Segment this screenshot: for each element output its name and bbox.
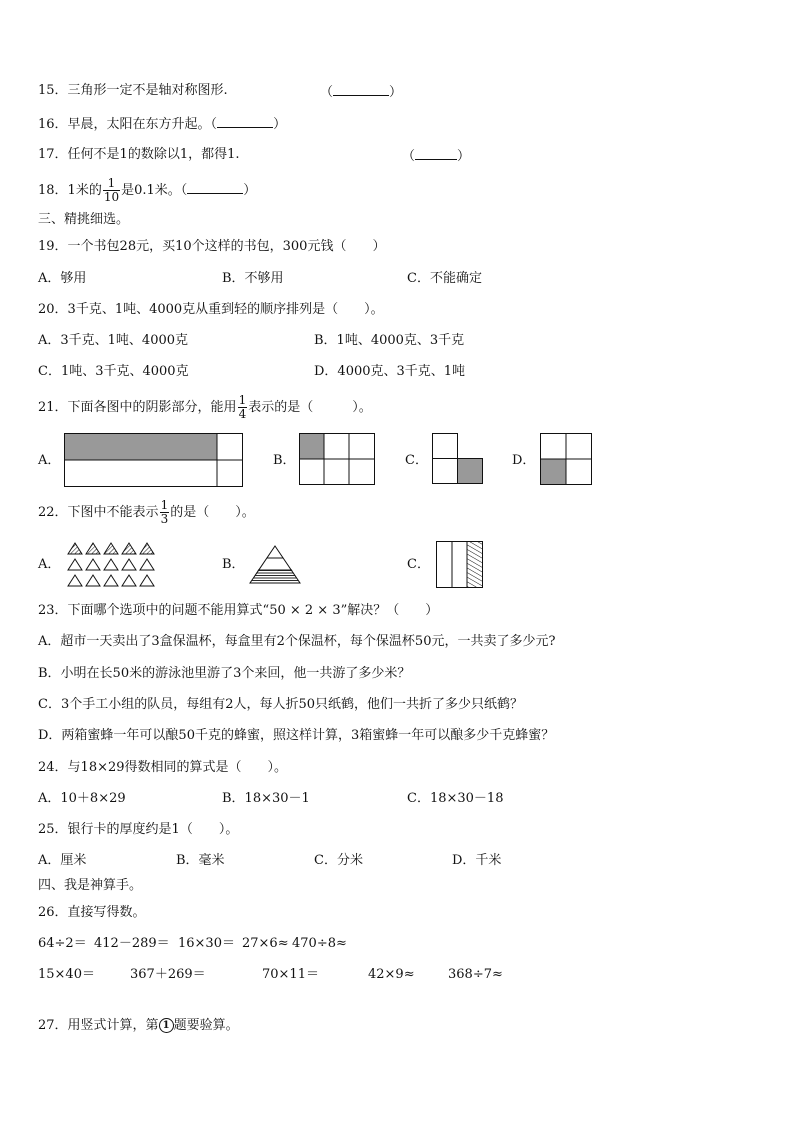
q25-option-b[interactable]: B．毫米 <box>176 853 225 868</box>
q22-figure-a[interactable] <box>66 541 158 589</box>
q20-option-d[interactable]: D．4000克、3千克、1吨 <box>314 364 466 379</box>
q22-label-b[interactable]: B． <box>222 557 245 572</box>
q19-option-a[interactable]: A．够用 <box>38 271 87 286</box>
q22-figure-b[interactable] <box>248 545 302 585</box>
q24-option-a[interactable]: A．10＋8×29 <box>38 791 126 806</box>
q16-text: 早晨，太阳在东方升起。（ <box>67 117 218 132</box>
q15-text: 三角形一定不是轴对称图形. <box>67 83 228 98</box>
q25-option-a[interactable]: A．厘米 <box>38 853 87 868</box>
question-23: 23．下面哪个选项中的问题不能用算式“50 × 2 × 3”解决？（ ） <box>38 603 439 618</box>
q20-option-a[interactable]: A．3千克、1吨、4000克 <box>38 333 189 348</box>
q23-option-c[interactable]: C．3个手工小组的队员，每组有2人，每人折50只纸鹤，他们一共折了多少只纸鹤？ <box>38 697 524 712</box>
q19-option-c[interactable]: C．不能确定 <box>407 271 482 286</box>
q17-answer-blank[interactable] <box>415 147 457 160</box>
q20-text: 3千克、1吨、4000克从重到轻的顺序排列是（ ）。 <box>67 302 384 317</box>
q22-label-c[interactable]: C． <box>407 557 430 572</box>
q24-text: 与18×29得数相同的算式是（ ）。 <box>67 760 288 775</box>
q21-label-d[interactable]: D． <box>512 453 536 468</box>
question-27: 27．用竖式计算，第 1 题要验算。 <box>38 1018 239 1033</box>
q21-figure-c[interactable] <box>432 433 484 485</box>
q26-calc-8: 70×11＝ <box>262 967 319 982</box>
q17-answer: （ ） <box>402 149 471 164</box>
q21-label-c[interactable]: C． <box>405 453 428 468</box>
q22-label-a[interactable]: A． <box>38 557 61 572</box>
q17-text: 任何不是1的数除以1，都得1. <box>67 147 240 162</box>
q25-option-d[interactable]: D．千米 <box>452 853 502 868</box>
question-19: 19．一个书包28元，买10个这样的书包，300元钱（ ） <box>38 239 386 254</box>
q21-fraction: $\frac{1}{4}$ <box>238 393 247 421</box>
q20-option-b[interactable]: B．1吨、4000克、3千克 <box>314 333 465 348</box>
q26-calc-10: 368÷7≈ <box>448 967 503 982</box>
q21-figure-d[interactable] <box>540 433 592 485</box>
q16-answer-blank[interactable] <box>217 115 273 128</box>
q20-option-c[interactable]: C．1吨、3千克、4000克 <box>38 364 189 379</box>
q26-calc-1: 64÷2＝ <box>38 936 87 951</box>
question-20: 20．3千克、1吨、4000克从重到轻的顺序排列是（ ）。 <box>38 302 384 317</box>
q26-calc-9: 42×9≈ <box>368 967 415 982</box>
q23-option-d[interactable]: D．两箱蜜蜂一年可以酿50千克的蜂蜜，照这样计算，3箱蜜蜂一年可以酿多少千克蜂蜜？ <box>38 728 555 743</box>
question-26: 26．直接写得数。 <box>38 905 146 920</box>
q19-text: 一个书包28元，买10个这样的书包，300元钱（ ） <box>67 239 386 254</box>
q26-calc-5: 470÷8≈ <box>292 936 347 951</box>
q21-figure-a[interactable] <box>64 433 244 489</box>
question-21: 21．下面各图中的阴影部分，能用 $\frac{1}{4}$ 表示的是（ ）。 <box>38 393 372 421</box>
q23-text: 下面哪个选项中的问题不能用算式“50 × 2 × 3”解决？（ ） <box>67 603 439 618</box>
q15-answer-blank[interactable] <box>333 83 389 96</box>
q26-calc-6: 15×40＝ <box>38 967 95 982</box>
section-4-heading: 四、我是神算手。 <box>38 878 143 893</box>
q26-text: 直接写得数。 <box>67 905 146 920</box>
q24-option-c[interactable]: C．18×30－18 <box>407 791 504 806</box>
q15-number: 15． <box>38 83 68 98</box>
q15-answer: （ ） <box>320 85 403 100</box>
q18-answer-blank[interactable] <box>187 181 243 194</box>
question-16: 16．早晨，太阳在东方升起。（ ） <box>38 117 287 132</box>
q26-calc-7: 367＋269＝ <box>130 967 206 982</box>
q22-fraction: $\frac{1}{3}$ <box>160 498 169 526</box>
q27-circled-number: 1 <box>159 1018 174 1033</box>
q25-text: 银行卡的厚度约是1（ ）。 <box>67 822 239 837</box>
q21-figure-b[interactable] <box>299 433 375 485</box>
q26-calc-3: 16×30＝ <box>178 936 235 951</box>
q26-calc-4: 27×6≈ <box>242 936 289 951</box>
q23-option-a[interactable]: A．超市一天卖出了3盒保温杯，每盒里有2个保温杯，每个保温杯50元，一共卖了多少元? <box>38 634 556 649</box>
question-17: 17．任何不是1的数除以1，都得1. <box>38 147 240 162</box>
q25-option-c[interactable]: C．分米 <box>314 853 363 868</box>
q21-label-a[interactable]: A． <box>38 453 61 468</box>
q21-label-b[interactable]: B． <box>273 453 296 468</box>
question-15 <box>38 83 228 99</box>
section-3-heading: 三、精挑细选。 <box>38 212 130 227</box>
question-25: 25．银行卡的厚度约是1（ ）。 <box>38 822 239 837</box>
q19-option-b[interactable]: B．不够用 <box>222 271 284 286</box>
q18-fraction: $\frac{1}{10}$ <box>103 176 120 204</box>
question-18: 18．1米的 $\frac{1}{10}$ 是0.1米。（ ） <box>38 176 257 204</box>
q24-option-b[interactable]: B．18×30－1 <box>222 791 310 806</box>
question-22: 22．下图中不能表示 $\frac{1}{3}$ 的是（ ）。 <box>38 498 255 526</box>
q26-calc-2: 412－289＝ <box>94 936 170 951</box>
q23-option-b[interactable]: B．小明在长50米的游泳池里游了3个来回，他一共游了多少米？ <box>38 666 411 681</box>
q22-figure-c[interactable] <box>436 541 484 589</box>
question-24: 24．与18×29得数相同的算式是（ ）。 <box>38 760 288 775</box>
